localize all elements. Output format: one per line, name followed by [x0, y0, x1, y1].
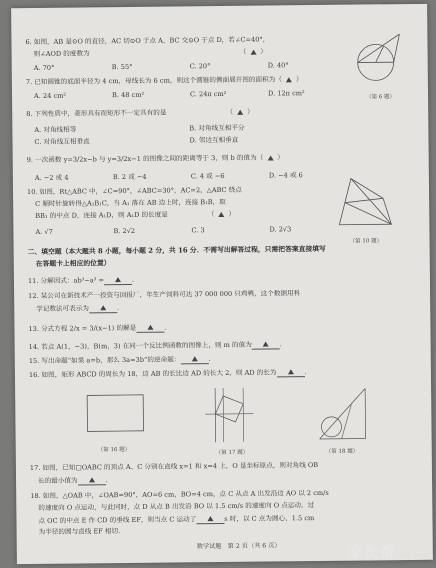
- option-a: A. √7: [35, 227, 53, 236]
- figure-17-coordinate-diagram: [201, 384, 258, 447]
- option-d: D. 40°: [267, 61, 289, 70]
- question-11: 11. 分解因式：ab³−a³ = ．: [27, 275, 139, 286]
- question-10-options: [35, 225, 347, 236]
- option-d: D. −4 或 6: [268, 171, 303, 180]
- answer-triangle-icon: [207, 516, 213, 521]
- question-8-options-row2: [34, 133, 344, 146]
- option-a: A. 70°: [33, 63, 55, 72]
- question-17-line2: 长的最小值为 ．: [38, 476, 113, 485]
- question-15: 15. 写出命题“如果 a=b，那么 3a=3b”的逆命题： ．: [28, 355, 215, 366]
- answer-triangle-icon: [115, 277, 121, 282]
- answer-triangle-icon: [286, 77, 292, 82]
- option-b: B. 对角线互相平分: [189, 123, 245, 133]
- option-c: C. 对角线互相垂直: [34, 137, 90, 146]
- answer-triangle-icon: [89, 477, 95, 482]
- figure-10-caption: （第 10 题）: [349, 238, 383, 245]
- option-b: B. 55°: [111, 62, 133, 72]
- question-10-line3: BB₁ 的中点 D，连接 A₁D，则 A₁D 的长度是 （ ）: [35, 209, 236, 220]
- option-a: A. 24 cm²: [33, 91, 67, 100]
- option-c: C. 3: [191, 226, 205, 235]
- question-7: 7. 已知圆锥的底面半径为 4 cm，母线长为 6 cm，则这个圆锥的侧面展开图的面积为（ ）: [25, 75, 303, 87]
- question-12-line2: 学记数法可表示为 ．: [36, 304, 124, 313]
- page-footer: 数学试题 第 2 页（共 6 页）: [196, 542, 281, 551]
- figure-17-caption: （第 17 题）: [215, 449, 249, 457]
- question-17-line1: 17. 如图，已知□OABC 的顶点 A、C 分别在直线 x=1 和 x=4 上，O 是坐标原点，则对角线 OB: [29, 461, 319, 473]
- section-2-heading-line1: 二、填空题（本大题共 8 小题，每小题 2 分，共 16 分．不需写出解答过程，只需把答案直接填写: [27, 244, 326, 257]
- figure-16-rectangle-diagram: [75, 387, 156, 442]
- option-c: C. 20°: [189, 62, 211, 71]
- figure-18-caption: （第 18 题）: [325, 448, 359, 455]
- option-d: D. 12π cm²: [267, 89, 305, 98]
- option-c: C. 4 或 −6: [190, 171, 225, 181]
- question-7-options: [34, 89, 346, 100]
- option-d: D. 2√3: [269, 225, 292, 234]
- question-16: 16. 如图，矩形 ABCD 的周长为 18，边 AB 的长比边 AD 的长大 2，则 AD 的长为 ．: [28, 368, 312, 380]
- figure-16-caption: （第 16 题）: [97, 446, 131, 454]
- section-2-heading-line2: 在答题卡上相应的位置）: [35, 259, 111, 268]
- answer-triangle-icon: [263, 341, 269, 346]
- answer-triangle-icon: [287, 369, 293, 374]
- question-18-line2: 的速度向 O 点运动，与此同时，点 D 从点 B 出发沿 BO 以 1.5 cm/s 的速度向 O 点运动，过: [38, 501, 315, 512]
- question-12-line1: 12. 某公司在新技术产一投资与回报厂，年生产饲料可达 37 000 000 只鸡鸭，这个数据用科: [28, 289, 301, 301]
- option-b: B. 2 或 −4: [112, 172, 147, 182]
- watermark-title: 家长帮: [347, 543, 396, 561]
- figure-10-triangle-diagram: [331, 172, 404, 235]
- option-d: D. 邻边互相垂直: [189, 135, 239, 145]
- question-13: 13. 分式方程 2/x = 3/(x−1) 的解是 ．: [28, 323, 171, 334]
- question-6-line2: 则∠AOD 的度数为 （ ）: [33, 47, 267, 58]
- question-18-line3: 点 OC 的中点 E 作 CD 的垂线 EF，则当点 C 运动了 s 时，以 C 点为圆心、1.5 cm: [38, 514, 315, 525]
- answer-triangle-icon: [218, 211, 224, 216]
- figure-6-caption: （第 6 题）: [366, 94, 396, 101]
- answer-triangle-icon: [250, 49, 256, 54]
- figure-18-triangle-circle-diagram: [311, 382, 376, 445]
- question-6-options: [34, 61, 346, 72]
- question-8: 8. 下列性质中，菱形具有而矩形不一定具有的是 （ ）: [26, 107, 254, 119]
- option-c: C. 24π cm²: [189, 89, 227, 99]
- option-b: B. 2√2: [113, 226, 136, 236]
- watermark-site: jzb.com: [400, 551, 428, 559]
- exam-paper: [11, 4, 433, 564]
- question-10-line1: 10. 如图，Rt△ABC 中，∠C=90°，∠ABC=30°，AC=2，△ABC 绕点: [26, 185, 242, 197]
- answer-triangle-icon: [237, 109, 243, 114]
- option-a: A. 对角线相等: [34, 125, 77, 134]
- figure-6-circle-diagram: [347, 30, 408, 91]
- answer-triangle-icon: [100, 305, 106, 310]
- question-9: 9. 一次函数 y=3/2x−b 与 y=3/2x−1 的图像之间的距离等于 3，则 b 的值为（ ）: [26, 153, 284, 165]
- question-14: 14. 若点 A(1，−3)，B(m，3) 在同一个反比例函数的图像上，则 m 的值为 ．: [28, 340, 287, 352]
- option-b: B. 48 cm²: [111, 90, 145, 100]
- question-9-options: [35, 169, 347, 182]
- question-8-options-row1: [34, 121, 344, 134]
- answer-triangle-icon: [147, 324, 153, 329]
- question-18-line4: 为半径的圆与直线 EF 相切．: [38, 527, 125, 536]
- watermark-logo: [348, 541, 428, 562]
- question-10-line2: C 顺时针旋转得△A₁B₁C，当 A₁ 落在 AB 边上时，连接 B₁B，取: [35, 197, 226, 208]
- answer-triangle-icon: [267, 155, 273, 160]
- option-a: A. −2 或 4: [34, 173, 69, 182]
- question-18-line1: 18. 如图，△OAB 中，∠OAB=90°，AO=6 cm，BO=4 cm，点 C 从点 A 出发沿边 AO 以 2 cm/s: [30, 488, 329, 501]
- question-6-line1: 6. 如图，AB 是⊙O 的直径，AC 切⊙O 于点 A，BC 交⊙O 于点 D，若∠C=40°，: [25, 35, 270, 47]
- answer-triangle-icon: [191, 356, 197, 361]
